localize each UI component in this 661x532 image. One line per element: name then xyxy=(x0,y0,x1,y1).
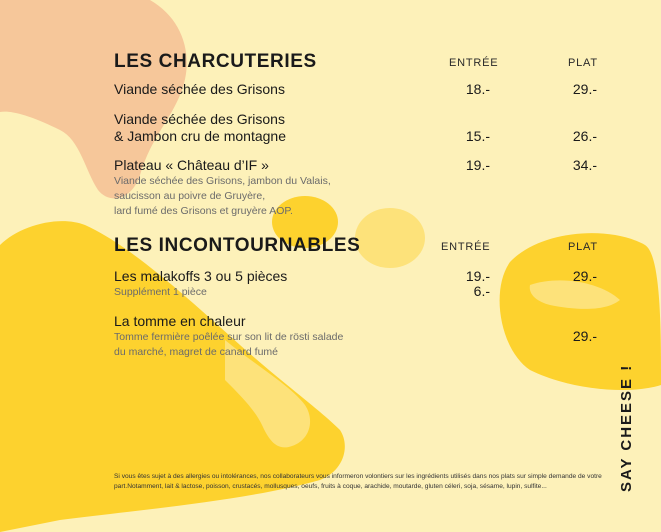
item-name: La tomme en chaleur xyxy=(114,313,246,329)
round-cheese-shape xyxy=(500,233,661,390)
price-plat: 26.- xyxy=(572,128,597,144)
price-plat: 29.- xyxy=(572,268,597,284)
col-head-plat-2: PLAT xyxy=(568,241,598,253)
price-entree-extra: 6.- xyxy=(473,283,490,299)
price-entree: 18.- xyxy=(465,81,490,97)
item-description-line-3: lard fumé des Grisons et gruyère AOP. xyxy=(114,205,293,217)
price-entree: 19.- xyxy=(465,157,490,173)
section-title-incontournables: LES INCONTOURNABLES xyxy=(114,235,361,256)
item-description-line-1: Tomme fermière poêlée sur son lit de rösti salade xyxy=(114,331,344,343)
item-name-line-2: & Jambon cru de montagne xyxy=(114,128,286,144)
item-description: Supplément 1 pièce xyxy=(114,286,207,298)
item-name-line-1: Viande séchée des Grisons xyxy=(114,111,285,127)
item-name: Viande séchée des Grisons xyxy=(114,81,285,97)
cheese-ball-2 xyxy=(355,208,425,268)
price-plat: 29.- xyxy=(572,328,597,344)
col-head-plat-1: PLAT xyxy=(568,57,598,69)
price-entree: 15.- xyxy=(465,128,490,144)
item-description-line-2: du marché, magret de canard fumé xyxy=(114,346,279,358)
section-title-charcuteries: LES CHARCUTERIES xyxy=(114,51,317,72)
price-entree: 19.- xyxy=(465,268,490,284)
col-head-entree-1: ENTRÉE xyxy=(449,57,499,69)
price-plat: 34.- xyxy=(572,157,597,173)
col-head-entree-2: ENTRÉE xyxy=(441,241,491,253)
price-plat: 29.- xyxy=(572,81,597,97)
item-description-line-1: Viande séchée des Grisons, jambon du Valais, xyxy=(114,175,331,187)
item-name: Les malakoffs 3 ou 5 pièces xyxy=(114,268,288,284)
item-name: Plateau « Château d’IF » xyxy=(114,157,269,173)
allergy-note: Si vous êtes sujet à des allergies ou intolérances, nos collaborateurs vous informeron volontiers sur les ingrédients utilisés dans nos plats sur simple demande de votre part.Notamment, lait & lactose, poisson, crustacés, mollusques, oeufs, fruits à coque, arachide, moutarde, gluten céleri, soja, sésame, lupin, sulfite... xyxy=(114,473,602,490)
side-label: SAY CHEESE ! xyxy=(618,363,635,492)
item-description-line-2: saucisson au poivre de Gruyère, xyxy=(114,190,266,202)
